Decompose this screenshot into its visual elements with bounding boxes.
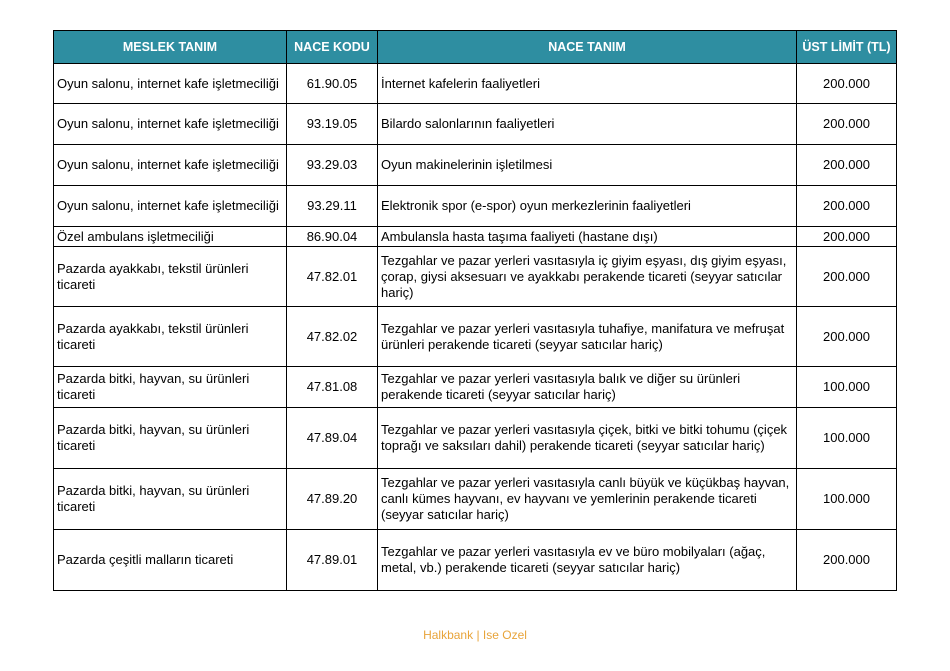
- table-row: [54, 367, 897, 408]
- meslek-cell: Pazarda ayakkabı, tekstil ürünleri ticareti: [54, 307, 287, 367]
- meslek-cell: Özel ambulans işletmeciliği: [54, 227, 287, 247]
- nace-code-cell: 47.82.02: [287, 307, 378, 367]
- table-row: [54, 186, 897, 227]
- header-nace-kodu: NACE KODU: [287, 31, 378, 64]
- nace-description-cell: Tezgahlar ve pazar yerleri vasıtasıyla iç giyim eşyası, dış giyim eşyası, çorap, giysi aksesuarı ve ayakkabı perakende ticareti (seyyar satıcılar hariç): [378, 247, 797, 307]
- table-row: [54, 469, 897, 530]
- nace-code-cell: 93.29.03: [287, 145, 378, 186]
- nace-code-cell: 93.29.11: [287, 186, 378, 227]
- table-row: [54, 227, 897, 247]
- nace-description-cell: Oyun makinelerinin işletilmesi: [378, 145, 797, 186]
- nace-limits-table: [53, 30, 897, 591]
- nace-description-cell: Elektronik spor (e-spor) oyun merkezlerinin faaliyetleri: [378, 186, 797, 227]
- nace-description-cell: Bilardo salonlarının faaliyetleri: [378, 104, 797, 145]
- table-row: [54, 145, 897, 186]
- meslek-cell: Pazarda bitki, hayvan, su ürünleri ticareti: [54, 367, 287, 408]
- meslek-cell: Oyun salonu, internet kafe işletmeciliği: [54, 104, 287, 145]
- limit-cell: 200.000: [797, 104, 897, 145]
- table-row: [54, 530, 897, 591]
- nace-description-cell: Tezgahlar ve pazar yerleri vasıtasıyla balık ve diğer su ürünleri perakende ticareti (seyyar satıcılar hariç): [378, 367, 797, 408]
- meslek-cell: Oyun salonu, internet kafe işletmeciliği: [54, 186, 287, 227]
- table-row: [54, 307, 897, 367]
- nace-code-cell: 61.90.05: [287, 64, 378, 104]
- nace-description-cell: Ambulansla hasta taşıma faaliyeti (hastane dışı): [378, 227, 797, 247]
- meslek-cell: Pazarda ayakkabı, tekstil ürünleri ticareti: [54, 247, 287, 307]
- header-meslek-tanim: MESLEK TANIM: [54, 31, 287, 64]
- table-row: [54, 104, 897, 145]
- nace-description-cell: İnternet kafelerin faaliyetleri: [378, 64, 797, 104]
- header-ust-limit: ÜST LİMİT (TL): [797, 31, 897, 64]
- nace-code-cell: 86.90.04: [287, 227, 378, 247]
- limit-cell: 200.000: [797, 64, 897, 104]
- limit-cell: 200.000: [797, 186, 897, 227]
- nace-description-cell: Tezgahlar ve pazar yerleri vasıtasıyla ev ve büro mobilyaları (ağaç, metal, vb.) perakende ticareti (seyyar satıcılar hariç): [378, 530, 797, 591]
- header-nace-tanim: NACE TANIM: [378, 31, 797, 64]
- limit-cell: 200.000: [797, 145, 897, 186]
- nace-description-cell: Tezgahlar ve pazar yerleri vasıtasıyla tuhafiye, manifatura ve mefruşat ürünleri perakende ticareti (seyyar satıcılar hariç): [378, 307, 797, 367]
- meslek-cell: Pazarda bitki, hayvan, su ürünleri ticareti: [54, 469, 287, 530]
- meslek-cell: Oyun salonu, internet kafe işletmeciliği: [54, 64, 287, 104]
- table-row: [54, 247, 897, 307]
- limit-cell: 200.000: [797, 307, 897, 367]
- limit-cell: 200.000: [797, 227, 897, 247]
- page-footer: Halkbank | Ise Ozel: [423, 628, 527, 642]
- nace-code-cell: 47.89.20: [287, 469, 378, 530]
- table-row: [54, 64, 897, 104]
- nace-description-cell: Tezgahlar ve pazar yerleri vasıtasıyla canlı büyük ve küçükbaş hayvan, canlı kümes hayvanı, ev hayvanı ve yemlerinin perakende ticareti (seyyar satıcılar hariç): [378, 469, 797, 530]
- nace-code-cell: 47.89.04: [287, 408, 378, 469]
- limit-cell: 100.000: [797, 408, 897, 469]
- limit-cell: 100.000: [797, 367, 897, 408]
- nace-code-cell: 47.81.08: [287, 367, 378, 408]
- nace-description-cell: Tezgahlar ve pazar yerleri vasıtasıyla çiçek, bitki ve bitki tohumu (çiçek toprağı ve saksıları dahil) perakende ticareti (seyyar satıcılar hariç): [378, 408, 797, 469]
- meslek-cell: Oyun salonu, internet kafe işletmeciliği: [54, 145, 287, 186]
- nace-code-cell: 47.89.01: [287, 530, 378, 591]
- meslek-cell: Pazarda bitki, hayvan, su ürünleri ticareti: [54, 408, 287, 469]
- limit-cell: 200.000: [797, 530, 897, 591]
- limit-cell: 100.000: [797, 469, 897, 530]
- nace-code-cell: 47.82.01: [287, 247, 378, 307]
- nace-code-cell: 93.19.05: [287, 104, 378, 145]
- meslek-cell: Pazarda çeşitli malların ticareti: [54, 530, 287, 591]
- limit-cell: 200.000: [797, 247, 897, 307]
- table-header-row: [54, 31, 897, 64]
- table-row: [54, 408, 897, 469]
